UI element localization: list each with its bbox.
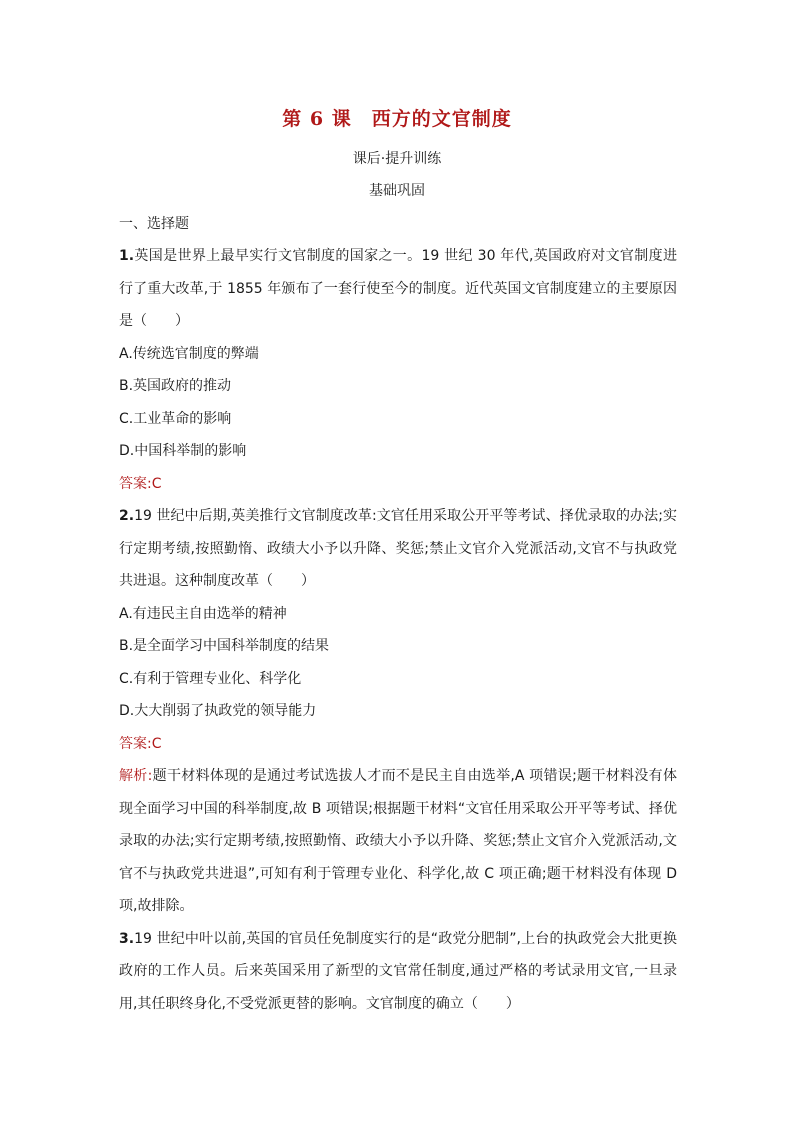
question-3	[119, 923, 677, 1021]
option-c: C.有利于管理专业化、科学化	[119, 670, 302, 687]
page-title: 第 6 课 西方的文官制度	[282, 108, 512, 130]
question-2	[119, 500, 677, 598]
question-number: 3.	[119, 930, 135, 947]
question-text: 19 世纪中后期,英美推行文官制度改革:文官任用采取公开平等考试、择优录取的办法;实行定期考绩,按照勤惰、政绩大小予以升降、奖惩;禁止文官介入党派活动,文官不与执政党共进退。这种制度改革（ ）	[119, 508, 677, 589]
option-a: A.传统选官制度的弊端	[119, 345, 259, 362]
option-a: A.有违民主自由选举的精神	[119, 605, 287, 622]
option-b: B.是全面学习中国科举制度的结果	[119, 638, 330, 654]
analysis-label: 解析:	[119, 768, 153, 784]
section-heading: 一、选择题	[119, 216, 189, 232]
analysis-text: 题干材料体现的是通过考试选拔人才而不是民主自由选举,A 项错误;题干材料没有体现全面学习中国的科举制度,故 B 项错误;根据题干材料“文官任用采取公开平等考试、择优录取的办法;实行定期考绩,按照勤惰、政绩大小予以升降、奖惩;禁止文官介入党派活动,文官不与执政党共进退”,可知有利于管理专业化、科学化,故 C 项正确;题干材料没有体现 D 项,故排除。	[119, 768, 677, 914]
answer: 答案:C	[119, 735, 162, 752]
option-d: D.大大削弱了执政党的领导能力	[119, 703, 317, 719]
option-c: C.工业革命的影响	[119, 410, 232, 427]
option-b: B.英国政府的推动	[119, 378, 232, 394]
question-1	[119, 240, 677, 338]
subtitle-basics: 基础巩固	[369, 183, 425, 199]
question-number: 2.	[119, 508, 135, 524]
question-number: 1.	[119, 248, 135, 264]
analysis	[119, 760, 677, 923]
answer: 答案:C	[119, 475, 162, 492]
option-d: D.中国科举制的影响	[119, 443, 247, 459]
question-text: 19 世纪中叶以前,英国的官员任免制度实行的是“政党分肥制”,上台的执政党会大批更换政府的工作人员。后来英国采用了新型的文官常任制度,通过严格的考试录用文官,一旦录用,其任职终身化,不受党派更替的影响。文官制度的确立（ ）	[119, 930, 677, 1012]
subtitle-practice: 课后·提升训练	[352, 151, 442, 167]
question-list	[119, 240, 677, 1020]
question-text: 英国是世界上最早实行文官制度的国家之一。19 世纪 30 年代,英国政府对文官制度进行了重大改革,于 1855 年颁布了一套行使至今的制度。近代英国文官制度建立的主要原因是（ ）	[119, 248, 677, 329]
